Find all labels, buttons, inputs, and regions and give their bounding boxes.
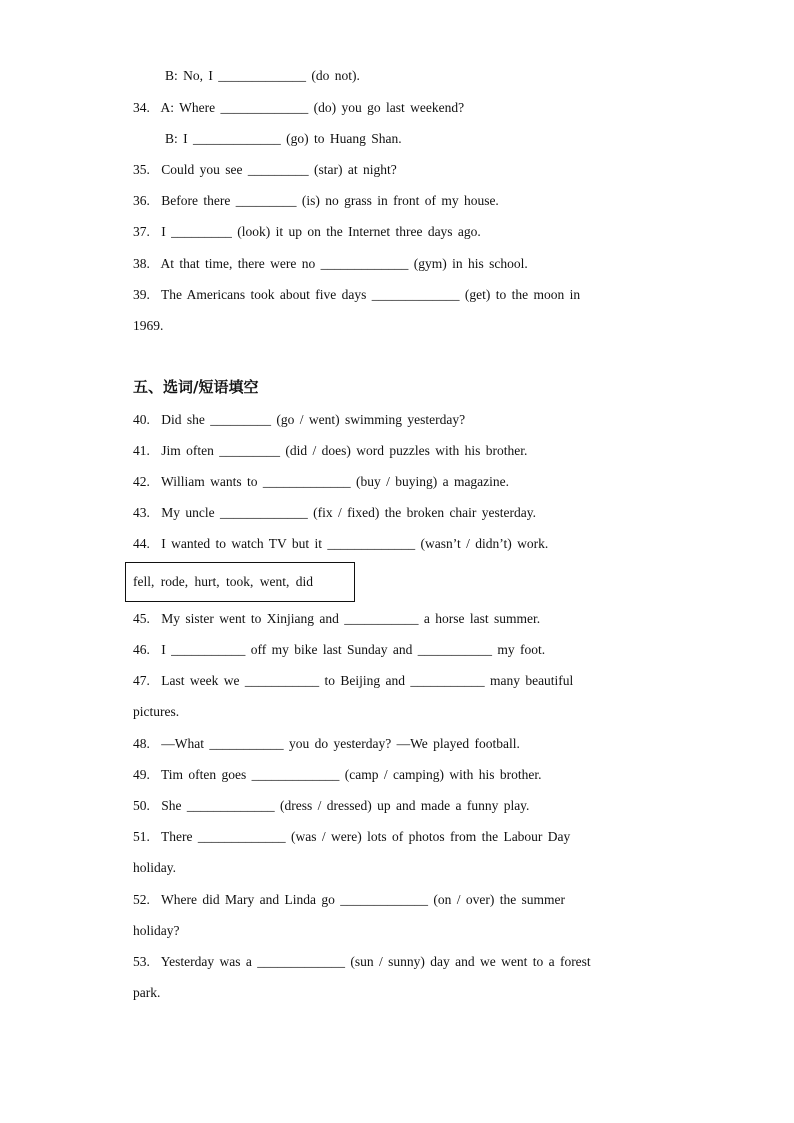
- line-text: I wanted to watch TV but it _____________ (wasn’t / didn’t) work.: [161, 536, 549, 551]
- question-number: 34.: [133, 100, 150, 115]
- line-text: Where did Mary and Linda go _____________ (on / over) the summer: [161, 892, 566, 907]
- question-number: 37.: [133, 224, 150, 239]
- question-number: 51.: [133, 829, 150, 844]
- question-number: 41.: [133, 443, 150, 458]
- question-number: 46.: [133, 642, 150, 657]
- question-39-continued: [133, 317, 163, 335]
- line-text: pictures.: [133, 704, 180, 719]
- question-40: [133, 411, 465, 429]
- line-text: Tim often goes _____________ (camp / camping) with his brother.: [161, 767, 542, 782]
- question-52: [133, 891, 565, 909]
- question-52-continued: [133, 922, 180, 940]
- question-number: 53.: [133, 954, 150, 969]
- question-number: 50.: [133, 798, 150, 813]
- line-text: holiday.: [133, 860, 176, 875]
- line-text: I ___________ off my bike last Sunday and ___________ my foot.: [161, 642, 546, 657]
- question-49: [133, 766, 541, 784]
- question-50: [133, 797, 529, 815]
- line-text: holiday?: [133, 923, 180, 938]
- line-text: There _____________ (was / were) lots of photos from the Labour Day: [161, 829, 571, 844]
- question-38: [133, 255, 528, 273]
- line-text: At that time, there were no _____________ (gym) in his school.: [160, 256, 528, 271]
- line-text: 1969.: [133, 318, 164, 333]
- question-number: 49.: [133, 767, 150, 782]
- question-47: [133, 672, 573, 690]
- line-text: A: Where _____________ (do) you go last weekend?: [160, 100, 465, 115]
- line-text: My sister went to Xinjiang and ___________ a horse last summer.: [161, 611, 541, 626]
- question-42: [133, 473, 509, 491]
- line-text: Jim often _________ (did / does) word puzzles with his brother.: [161, 443, 528, 458]
- question-number: 43.: [133, 505, 150, 520]
- question-number: 36.: [133, 193, 150, 208]
- question-48: [133, 735, 520, 753]
- line-text: Before there _________ (is) no grass in front of my house.: [161, 193, 499, 208]
- line-text: park.: [133, 985, 161, 1000]
- line-text: —What ___________ you do yesterday? —We played football.: [161, 736, 520, 751]
- line-text: The Americans took about five days _____________ (get) to the moon in: [161, 287, 581, 302]
- question-53-continued: [133, 984, 160, 1002]
- question-41: [133, 442, 527, 460]
- question-number: 47.: [133, 673, 150, 688]
- question-44: [133, 535, 548, 553]
- question-53: [133, 953, 591, 971]
- question-33-answer-b: [165, 67, 360, 85]
- line-text: Yesterday was a _____________ (sun / sunny) day and we went to a forest: [160, 954, 591, 969]
- question-36: [133, 192, 499, 210]
- question-number: 35.: [133, 162, 150, 177]
- line-text: Did she _________ (go / went) swimming yesterday?: [161, 412, 466, 427]
- question-number: 45.: [133, 611, 150, 626]
- question-number: 39.: [133, 287, 150, 302]
- line-text: Could you see _________ (star) at night?: [161, 162, 397, 177]
- line-text: William wants to _____________ (buy / buying) a magazine.: [161, 474, 510, 489]
- question-number: 44.: [133, 536, 150, 551]
- line-text: B: No, I _____________ (do not).: [165, 68, 360, 83]
- question-51-continued: [133, 859, 176, 877]
- question-39: [133, 286, 580, 304]
- question-46: [133, 641, 545, 659]
- line-text: She _____________ (dress / dressed) up and made a funny play.: [161, 798, 530, 813]
- question-number: 38.: [133, 256, 150, 271]
- question-number: 42.: [133, 474, 150, 489]
- question-47-continued: [133, 703, 179, 721]
- line-text: B: I _____________ (go) to Huang Shan.: [165, 131, 402, 146]
- question-35: [133, 161, 397, 179]
- question-34-a: [133, 99, 464, 117]
- line-text: Last week we ___________ to Beijing and ___________ many beautiful: [161, 673, 574, 688]
- question-43: [133, 504, 536, 522]
- question-number: 40.: [133, 412, 150, 427]
- question-number: 52.: [133, 892, 150, 907]
- question-45: [133, 610, 540, 628]
- question-number: 48.: [133, 736, 150, 751]
- word-bank-box: fell, rode, hurt, took, went, did: [125, 562, 355, 602]
- section-title: 五、选词/短语填空: [133, 378, 259, 396]
- line-text: I _________ (look) it up on the Internet three days ago.: [161, 224, 481, 239]
- question-34-b: [165, 130, 402, 148]
- question-51: [133, 828, 570, 846]
- line-text: My uncle _____________ (fix / fixed) the broken chair yesterday.: [161, 505, 537, 520]
- question-37: [133, 223, 481, 241]
